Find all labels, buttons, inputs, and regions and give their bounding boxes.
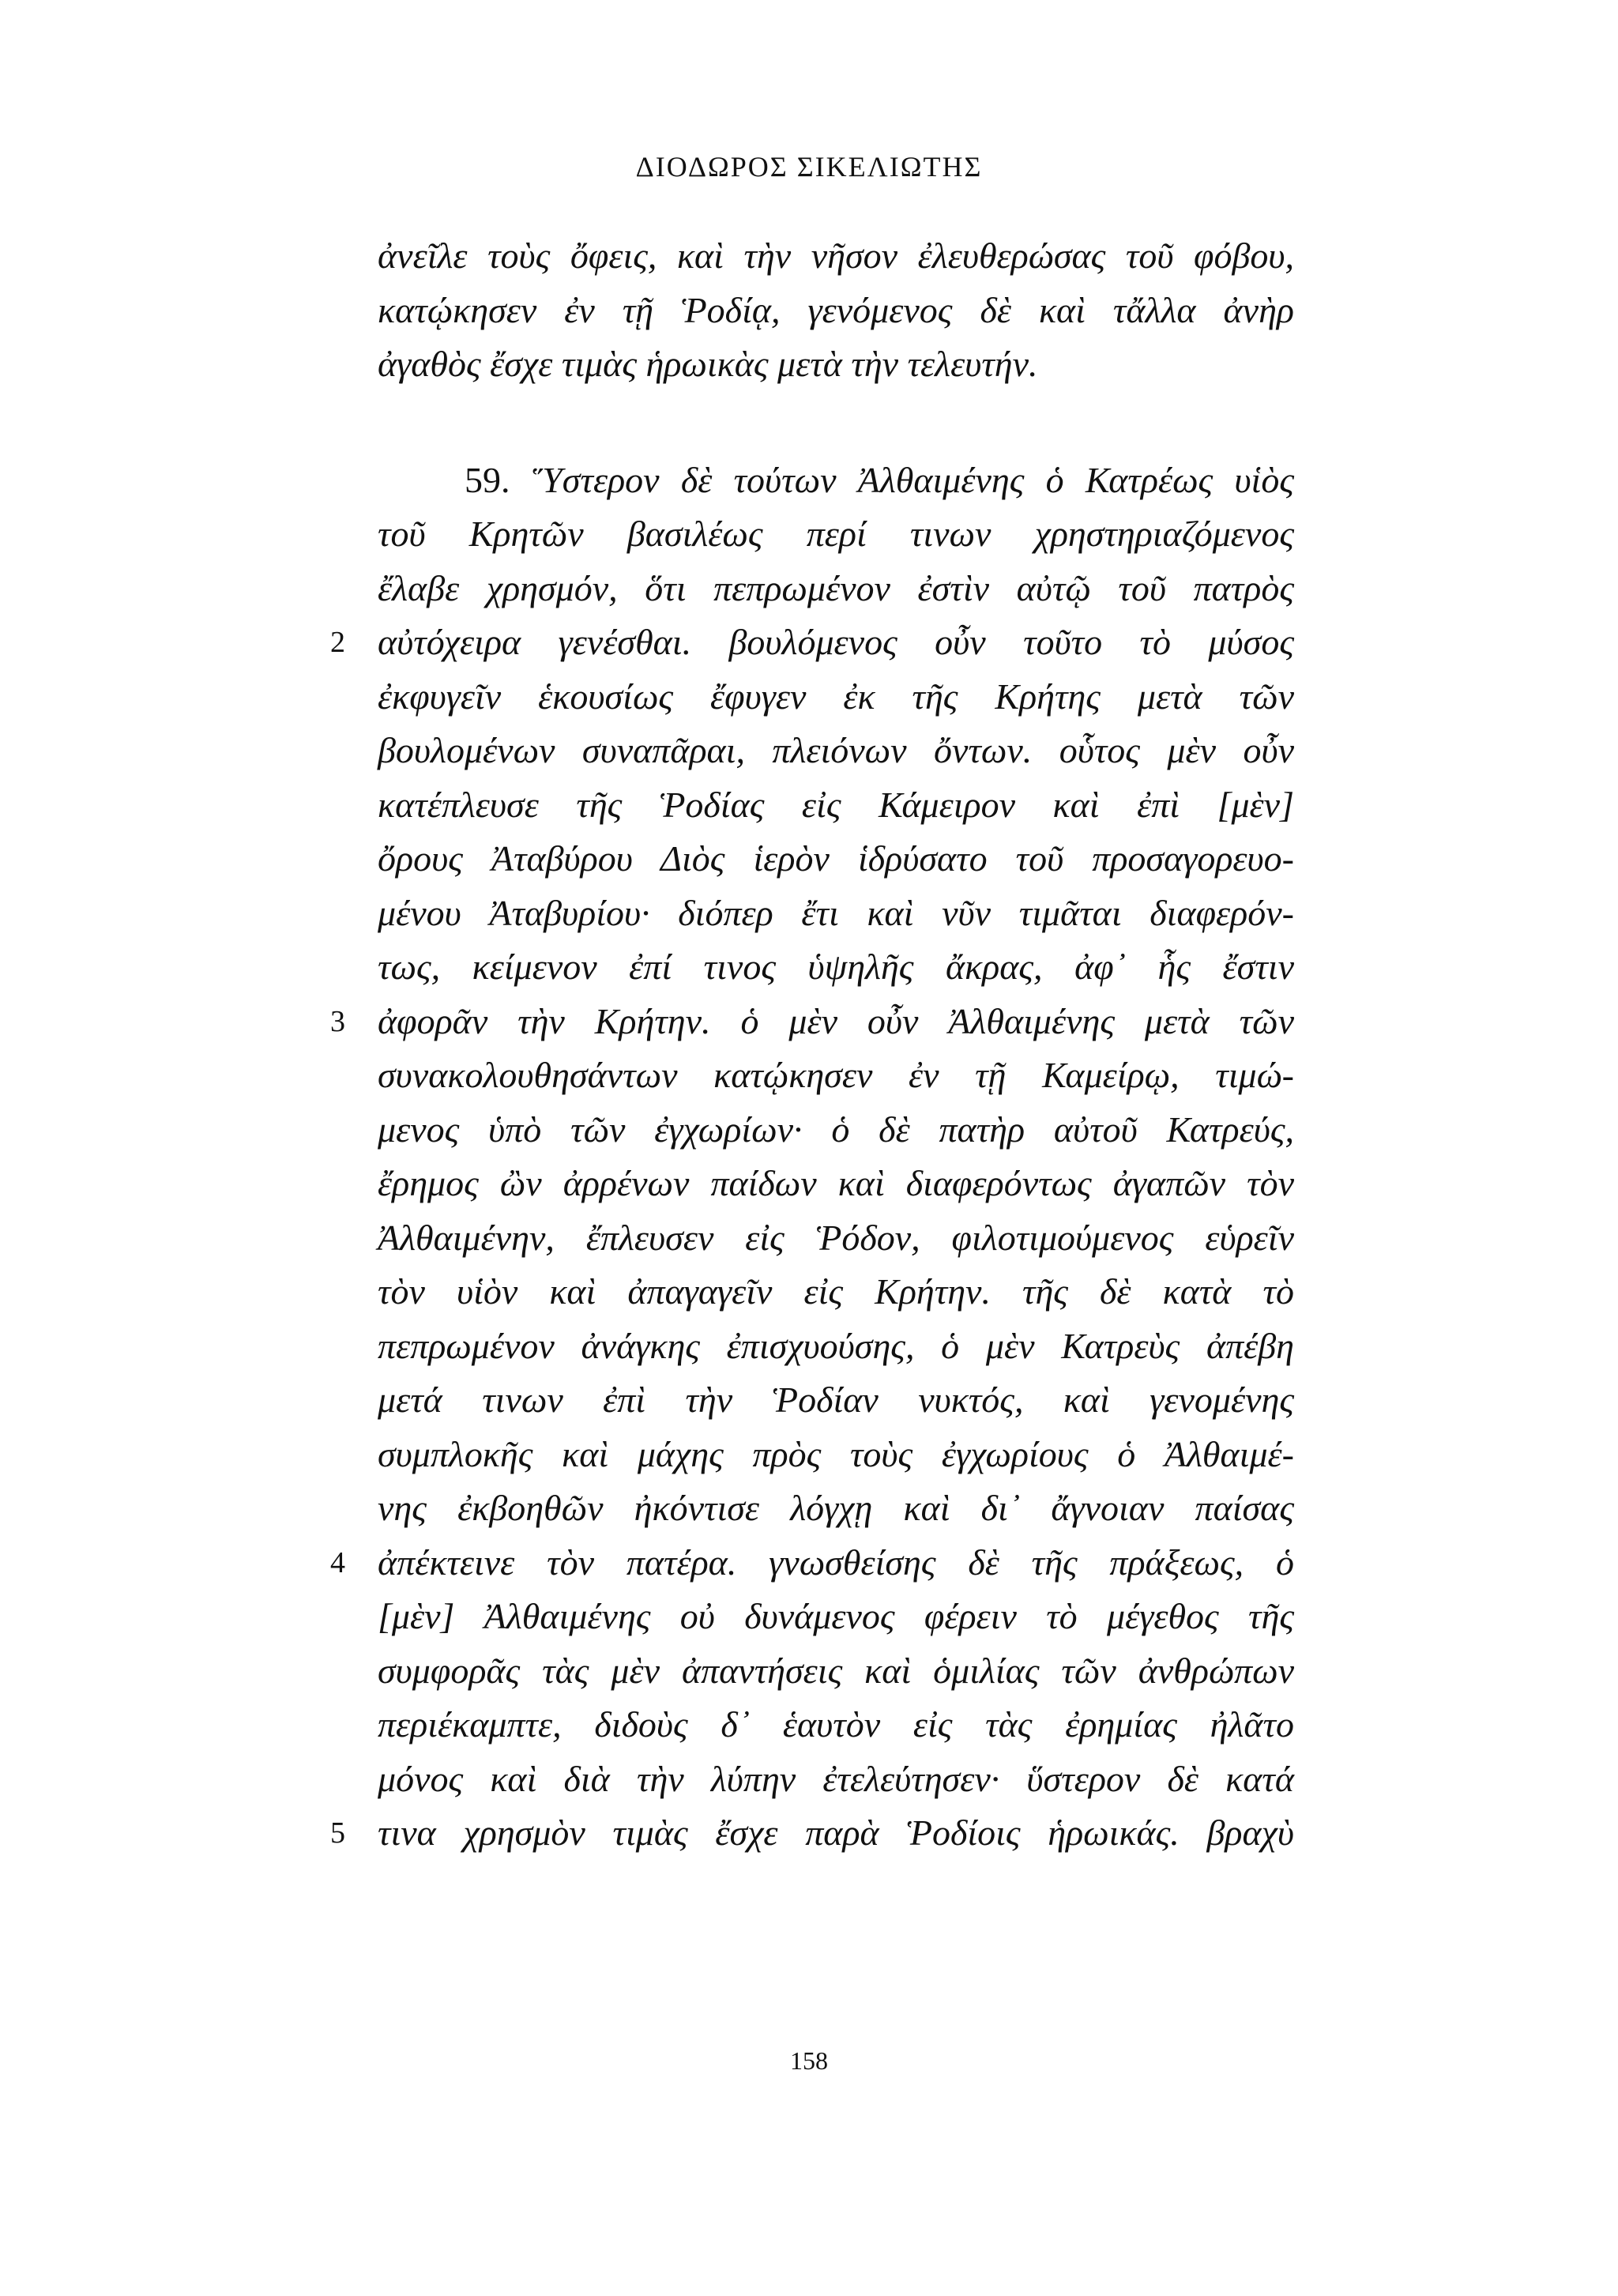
text-line: κατῴκησεν ἐν τῇ Ῥοδίᾳ, γενόμενος δὲ καὶ τἄλλα ἀνὴρ <box>378 289 1294 330</box>
line-text: ἔρημος ὢν ἀρρένων παίδων καὶ διαφερόντως ἀγαπῶν τὸν <box>378 1163 1294 1203</box>
section-number: 2 <box>330 626 345 659</box>
section-number: 5 <box>330 1816 345 1850</box>
text-line <box>378 886 1294 941</box>
text-line <box>378 1752 1294 1807</box>
text-line <box>330 615 1294 670</box>
section-number: 3 <box>330 1004 345 1038</box>
text-line <box>378 1103 1294 1157</box>
text-line <box>378 1698 1294 1752</box>
line-text: βουλομένων συναπᾶραι, πλειόνων ὄντων. οὗτος μὲν οὖν <box>378 730 1294 770</box>
text-line <box>378 1157 1294 1211</box>
text-line <box>378 1048 1294 1103</box>
text-line <box>378 778 1294 833</box>
text-line <box>378 1265 1294 1319</box>
section-number: 4 <box>330 1545 345 1579</box>
text-line <box>378 832 1294 886</box>
main-text <box>330 229 1295 1861</box>
line-text: πεπρωμένον ἀνάγκης ἐπισχυούσης, ὁ μὲν Κατρεὺς ἀπέβη <box>378 1325 1294 1366</box>
text-line <box>378 1644 1294 1699</box>
text-line <box>378 1319 1294 1374</box>
line-text: τως, κείμενον ἐπί τινος ὑψηλῆς ἄκρας, ἀφ᾽ ἧς ἔστιν <box>378 947 1294 987</box>
line-text: ὄρους Ἀταβύρου Διὸς ἱερὸν ἱδρύσατο τοῦ προσαγορευο- <box>378 838 1294 879</box>
page-number: 158 <box>790 2046 828 2075</box>
line-text: συμφορᾶς τὰς μὲν ἀπαντήσεις καὶ ὁμιλίας τῶν ἀνθρώπων <box>378 1650 1294 1691</box>
line-text: μένου Ἀταβυρίου· διόπερ ἔτι καὶ νῦν τιμᾶται διαφερόν- <box>378 892 1294 933</box>
text-line <box>378 562 1294 616</box>
running-head: ΔΙΟΔΩΡΟΣ ΣΙΚΕΛΙΩΤΗΣ <box>635 151 983 183</box>
line-text: νης ἐκβοηθῶν ἠκόντισε λόγχῃ καὶ δι᾽ ἄγνοιαν παίσας <box>378 1488 1294 1528</box>
line-text: τοῦ Κρητῶν βασιλέως περί τινων χρηστηριαζόμενος <box>378 514 1294 554</box>
chapter-number: 59. <box>465 459 510 500</box>
paragraph-59 <box>330 507 1294 1861</box>
text-line <box>378 940 1294 995</box>
text-line <box>378 670 1294 725</box>
line-text: αὐτόχειρα γενέσθαι. βουλόμενος οὖν τοῦτο τὸ μύσος <box>378 622 1294 662</box>
text-line <box>378 1428 1294 1482</box>
line-text: μετά τινων ἐπὶ τὴν Ῥοδίαν νυκτός, καὶ γενομένης <box>378 1379 1294 1420</box>
text-line <box>378 1211 1294 1266</box>
line-text: μόνος καὶ διὰ τὴν λύπην ἐτελεύτησεν· ὕστερον δὲ κατά <box>378 1758 1294 1799</box>
text-line: ἀγαθὸς ἔσχε τιμὰς ἡρωικὰς μετὰ τὴν τελευτήν. <box>378 344 1038 384</box>
text-line <box>378 1590 1294 1644</box>
text-line: Ὕστερον δὲ τούτων Ἀλθαιμένης ὁ Κατρέως υἱὸς <box>531 459 1295 500</box>
line-text: ἔλαβε χρησμόν, ὅτι πεπρωμένον ἐστὶν αὐτῷ τοῦ πατρὸς <box>378 567 1294 608</box>
chapter-opening-line <box>378 454 1294 508</box>
text-line <box>378 1481 1294 1536</box>
line-text: συνακολουθησάντων κατῴκησεν ἐν τῇ Καμείρῳ, τιμώ- <box>378 1055 1294 1095</box>
line-text: κατέπλευσε τῆς Ῥοδίας εἰς Κάμειρον καὶ ἐπὶ [μὲν] <box>378 784 1294 825</box>
line-text: μενος ὑπὸ τῶν ἐγχωρίων· ὁ δὲ πατὴρ αὐτοῦ Κατρεύς, <box>378 1108 1294 1150</box>
line-text: ἀφορᾶν τὴν Κρήτην. ὁ μὲν οὖν Ἀλθαιμένης μετὰ τῶν <box>378 1000 1294 1041</box>
text-line <box>330 1536 1294 1590</box>
line-text: [μὲν] Ἀλθαιμένης οὐ δυνάμενος φέρειν τὸ μέγεθος τῆς <box>378 1596 1294 1636</box>
line-text: ἐκφυγεῖν ἑκουσίως ἔφυγεν ἐκ τῆς Κρήτης μετὰ τῶν <box>378 676 1294 717</box>
line-text: τὸν υἱὸν καὶ ἀπαγαγεῖν εἰς Κρήτην. τῆς δὲ κατὰ τὸ <box>378 1271 1294 1312</box>
line-text: ἀπέκτεινε τὸν πατέρα. γνωσθείσης δὲ τῆς πράξεως, ὁ <box>378 1541 1294 1583</box>
paragraph-gap <box>378 392 1294 454</box>
line-text: Ἀλθαιμένην, ἔπλευσεν εἰς Ῥόδον, φιλοτιμούμενος εὑρεῖν <box>378 1217 1294 1258</box>
text-line: ἀνεῖλε τοὺς ὄφεις, καὶ τὴν νῆσον ἐλευθερώσας τοῦ φόβου, <box>378 235 1294 276</box>
text-line <box>330 1806 1294 1861</box>
line-text: συμπλοκῆς καὶ μάχης πρὸς τοὺς ἐγχωρίους ὁ Ἀλθαιμέ- <box>378 1433 1294 1474</box>
text-line <box>378 507 1294 562</box>
line-text: τινα χρησμὸν τιμὰς ἔσχε παρὰ Ῥοδίοις ἡρωικάς. βραχὺ <box>378 1812 1294 1853</box>
text-line <box>378 1373 1294 1428</box>
line-text: περιέκαμπτε, διδοὺς δ᾽ ἑαυτὸν εἰς τὰς ἐρημίας ἠλᾶτο <box>378 1704 1294 1745</box>
text-line <box>330 995 1294 1049</box>
text-line <box>378 724 1294 778</box>
